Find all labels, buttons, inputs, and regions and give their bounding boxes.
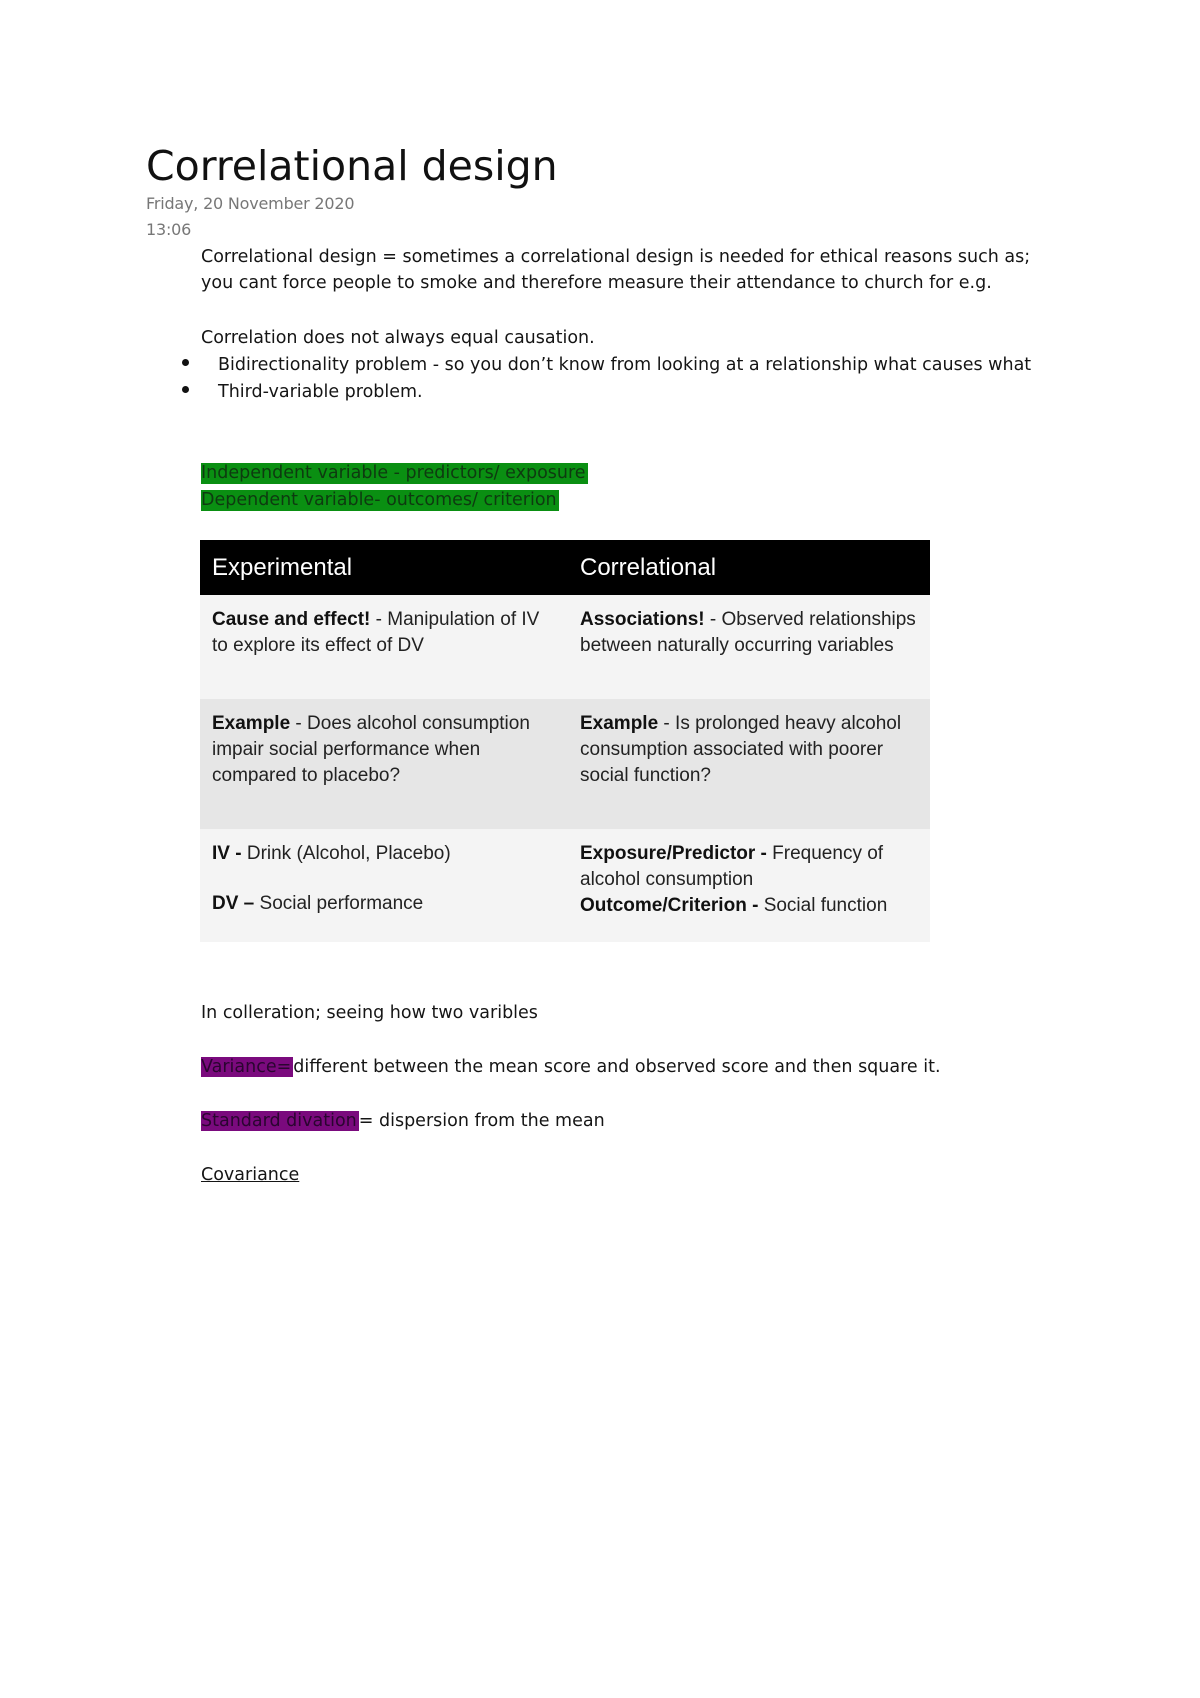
cell-line — [212, 891, 556, 917]
cell-bold-label: Example — [212, 713, 291, 734]
cell-bold-label: Associations! — [580, 609, 705, 630]
cell-line — [580, 893, 918, 919]
cell-spacer — [212, 867, 556, 891]
definition-text: different between the mean score and observed score and then square it. — [293, 1057, 941, 1077]
table-row — [200, 699, 930, 829]
cell-text: Social performance — [259, 893, 424, 914]
bullet-item-third-variable: Third-variable problem. — [218, 382, 423, 402]
highlight-independent-variable — [201, 460, 588, 486]
cell-bold-label: Example — [580, 713, 659, 734]
cell-bold-label: Outcome/Criterion - — [580, 895, 764, 916]
cell-text: Social function — [763, 895, 888, 916]
header-correlational: Correlational — [568, 540, 930, 595]
colleration-line: In colleration; seeing how two varibles — [201, 1003, 538, 1023]
page-title: Correlational design — [146, 142, 558, 190]
table-header-row — [200, 540, 930, 595]
table-cell — [568, 829, 930, 942]
comparison-table — [200, 540, 930, 942]
cell-text: - Is prolonged heavy alcohol consumption associated with poorer social function? — [580, 713, 902, 786]
cell-text: - Observed relationships between naturally occurring variables — [580, 609, 916, 656]
cell-text: - Manipulation of IV to explore its effect of DV — [212, 609, 540, 656]
cell-text: Drink (Alcohol, Placebo) — [246, 843, 451, 864]
green-highlight-text: Independent variable - predictors/ exposure — [201, 463, 586, 483]
bullet-item-bidirectionality: Bidirectionality problem - so you don’t know from looking at a relationship what causes what — [218, 355, 1032, 375]
cell-text: - Does alcohol consumption impair social performance when compared to placebo? — [212, 713, 530, 786]
green-highlight-text: Dependent variable- outcomes/ criterion — [201, 490, 557, 510]
intro-line-2: you cant force people to smoke and therefore measure their attendance to church for e.g. — [201, 273, 992, 293]
cell-bold-label: IV - — [212, 843, 247, 864]
intro-line-1: Correlational design = sometimes a correlational design is needed for ethical reasons such as; — [201, 247, 1031, 267]
header-experimental: Experimental — [200, 540, 568, 595]
purple-highlight-term: Variance= — [201, 1057, 292, 1077]
purple-highlight-term: Standard divation — [201, 1111, 357, 1131]
table-cell — [200, 699, 568, 829]
table-cell — [568, 699, 930, 829]
highlight-dependent-variable — [201, 487, 559, 513]
cell-text: Frequency of alcohol consumption — [580, 843, 884, 890]
cell-bold-label: Exposure/Predictor - — [580, 843, 773, 864]
standard-deviation-definition — [201, 1108, 605, 1134]
correlation-note: Correlation does not always equal causation. — [201, 328, 595, 348]
table-cell — [200, 829, 568, 942]
table-cell — [200, 595, 568, 699]
covariance-heading: Covariance — [201, 1165, 300, 1185]
cell-bold-label: DV – — [212, 893, 260, 914]
cell-line — [580, 841, 918, 893]
table-row — [200, 595, 930, 699]
page-time: 13:06 — [146, 220, 192, 239]
table-cell — [568, 595, 930, 699]
bullet-dot — [182, 359, 189, 366]
page-date: Friday, 20 November 2020 — [146, 194, 355, 213]
cell-line — [212, 841, 556, 867]
variance-definition — [201, 1054, 941, 1080]
cell-bold-label: Cause and effect! — [212, 609, 371, 630]
table-row — [200, 829, 930, 942]
bullet-dot — [182, 386, 189, 393]
definition-text: = dispersion from the mean — [358, 1111, 605, 1131]
